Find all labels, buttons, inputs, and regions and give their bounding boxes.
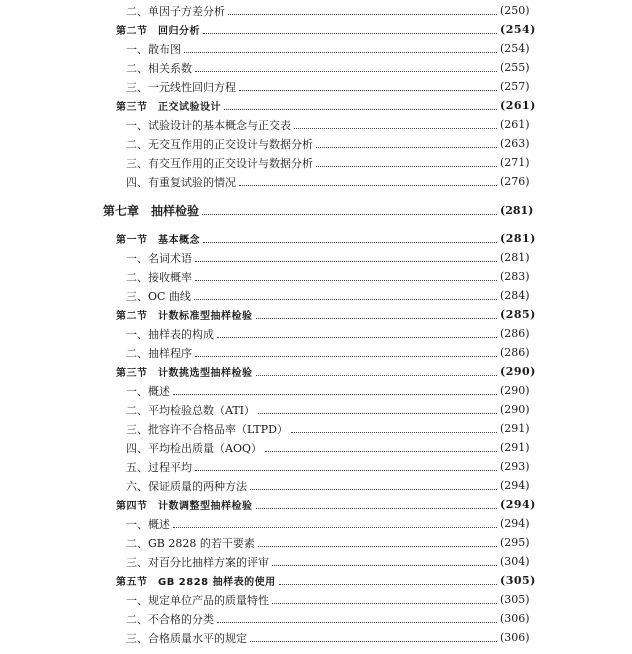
toc-page-number: (284) [500,289,530,302]
toc-entry-title: 二、相关系数 [126,61,192,75]
toc-entry-title: 一、试验设计的基本概念与正交表 [126,118,291,132]
toc-subsection-entry [0,248,528,267]
dot-leader [224,108,497,110]
dot-leader [250,488,497,490]
toc-page-number: (290) [500,403,530,416]
dot-leader [256,507,498,509]
toc-page-number: (263) [500,137,530,150]
toc-entry-title: 二、不合格的分类 [126,612,214,626]
toc-page-number: (261) [500,99,536,112]
toc-page-number: (255) [500,61,530,74]
toc-entry-title: 第三节 计数挑选型抽样检验 [116,368,253,379]
toc-entry-title: 一、名词术语 [126,251,192,265]
toc-entry-title: 第一节 基本概念 [116,235,200,246]
toc-entry-title: 四、平均检出质量（AOQ） [126,441,262,455]
dot-leader [217,336,497,338]
toc-entry-title: 第四节 计数调整型抽样检验 [116,501,253,512]
dot-leader [256,374,498,376]
toc-page-number: (306) [500,631,530,644]
toc-subsection-entry [0,134,528,153]
toc-page-number: (304) [500,555,530,568]
dot-leader [184,51,497,53]
toc-entry-title: 一、概述 [126,517,170,531]
toc-entry-title: 一、规定单位产品的质量特性 [126,593,269,607]
toc-subsection-entry [0,58,528,77]
dot-leader [272,564,497,566]
dot-leader [279,583,497,585]
toc-page-number: (305) [500,574,536,587]
dot-leader [195,355,497,357]
toc-entry-title: 二、单因子方差分析 [126,4,225,18]
dot-leader [291,431,497,433]
toc-entry-title: 三、有交互作用的正交设计与数据分析 [126,156,313,170]
dot-leader [316,165,497,167]
toc-subsection-entry [0,590,528,609]
toc-page-number: (250) [500,4,530,17]
toc-subsection-entry [0,552,528,571]
dot-leader [294,127,497,129]
toc-subsection-entry [0,419,528,438]
toc-entry-title: 三、一元线性回归方程 [126,80,236,94]
toc-subsection-entry [0,381,528,400]
dot-leader [272,602,497,604]
toc-chapter-entry [0,201,534,220]
toc-subsection-entry [0,172,528,191]
toc-entry-title: 一、概述 [126,384,170,398]
toc-entry-title: 三、对百分比抽样方案的评审 [126,555,269,569]
dot-leader [265,450,497,452]
toc-entry-title: 二、GB 2828 的若干要素 [126,536,255,550]
dot-leader [203,241,497,243]
toc-page-number: (286) [500,327,530,340]
toc-page-number: (294) [500,517,530,530]
toc-section-entry [0,305,536,324]
toc-page-number: (254) [500,23,536,36]
toc-subsection-entry [0,533,528,552]
toc-subsection-entry [0,153,528,172]
dot-leader [239,184,497,186]
toc-entry-title: 一、散布图 [126,42,181,56]
dot-leader [203,32,497,34]
toc-page-number: (285) [500,308,536,321]
toc-subsection-entry [0,476,528,495]
dot-leader [316,146,497,148]
dot-leader [194,298,497,300]
toc-page-number: (291) [500,422,530,435]
toc-page-number: (261) [500,118,530,131]
dot-leader [173,393,497,395]
toc-page-number: (294) [500,498,536,511]
dot-leader [258,545,497,547]
toc-subsection-entry [0,400,528,419]
toc-page-number: (281) [500,204,534,217]
toc-page-number: (293) [500,460,530,473]
toc-page-number: (254) [500,42,530,55]
dot-leader [228,13,497,15]
dot-leader [195,260,497,262]
toc-page-number: (286) [500,346,530,359]
toc-entry-title: 一、抽样表的构成 [126,327,214,341]
toc-subsection-entry [0,286,528,305]
toc-page-number: (295) [500,536,530,549]
toc-entry-title: 三、合格质量水平的规定 [126,631,247,645]
toc-page-number: (271) [500,156,530,169]
toc-page-number: (294) [500,479,530,492]
toc-entry-title: 第三节 正交试验设计 [116,102,221,113]
dot-leader [258,412,497,414]
toc-subsection-entry [0,1,528,20]
toc-entry-title: 三、OC 曲线 [126,289,191,303]
dot-leader [217,621,497,623]
toc-entry-title: 二、无交互作用的正交设计与数据分析 [126,137,313,151]
toc-page-number: (281) [500,232,536,245]
toc-section-entry [0,362,536,381]
toc-section-entry [0,96,536,115]
toc-entry-title: 五、过程平均 [126,460,192,474]
toc-page-number: (290) [500,365,536,378]
toc-section-entry [0,571,536,590]
toc-page-number: (257) [500,80,530,93]
toc-page-number: (306) [500,612,530,625]
toc-subsection-entry [0,115,528,134]
toc-entry-title: 二、接收概率 [126,270,192,284]
toc-entry-title: 二、抽样程序 [126,346,192,360]
dot-leader [195,70,497,72]
toc-page-number: (305) [500,593,530,606]
toc-entry-title: 第七章 抽样检验 [103,204,200,218]
toc-page-number: (276) [500,175,530,188]
dot-leader [239,89,497,91]
toc-subsection-entry [0,514,528,533]
dot-leader [195,469,497,471]
toc-subsection-entry [0,438,528,457]
toc-entry-title: 第二节 计数标准型抽样检验 [116,311,253,322]
toc-section-entry [0,229,536,248]
toc-subsection-entry [0,628,528,647]
toc-subsection-entry [0,77,528,96]
dot-leader [173,526,497,528]
toc-page-number: (291) [500,441,530,454]
toc-section-entry [0,495,536,514]
toc-entry-title: 六、保证质量的两种方法 [126,479,247,493]
dot-leader [195,279,497,281]
dot-leader [256,317,498,319]
toc-entry-title: 四、有重复试验的情况 [126,175,236,189]
dot-leader [250,640,497,642]
toc-subsection-entry [0,324,528,343]
dot-leader [202,213,497,215]
toc-section-entry [0,20,536,39]
toc-page-number: (283) [500,270,530,283]
toc-subsection-entry [0,343,528,362]
toc-entry-title: 第二节 回归分析 [116,26,200,37]
toc-subsection-entry [0,457,528,476]
toc-entry-title: 三、批容许不合格品率（LTPD） [126,422,288,436]
toc-subsection-entry [0,609,528,628]
toc-page-number: (290) [500,384,530,397]
toc-subsection-entry [0,39,528,58]
toc-page-number: (281) [500,251,530,264]
toc-entry-title: 第五节 GB 2828 抽样表的使用 [116,577,276,588]
toc-entry-title: 二、平均检验总数（ATI） [126,403,256,417]
toc-subsection-entry [0,267,528,286]
